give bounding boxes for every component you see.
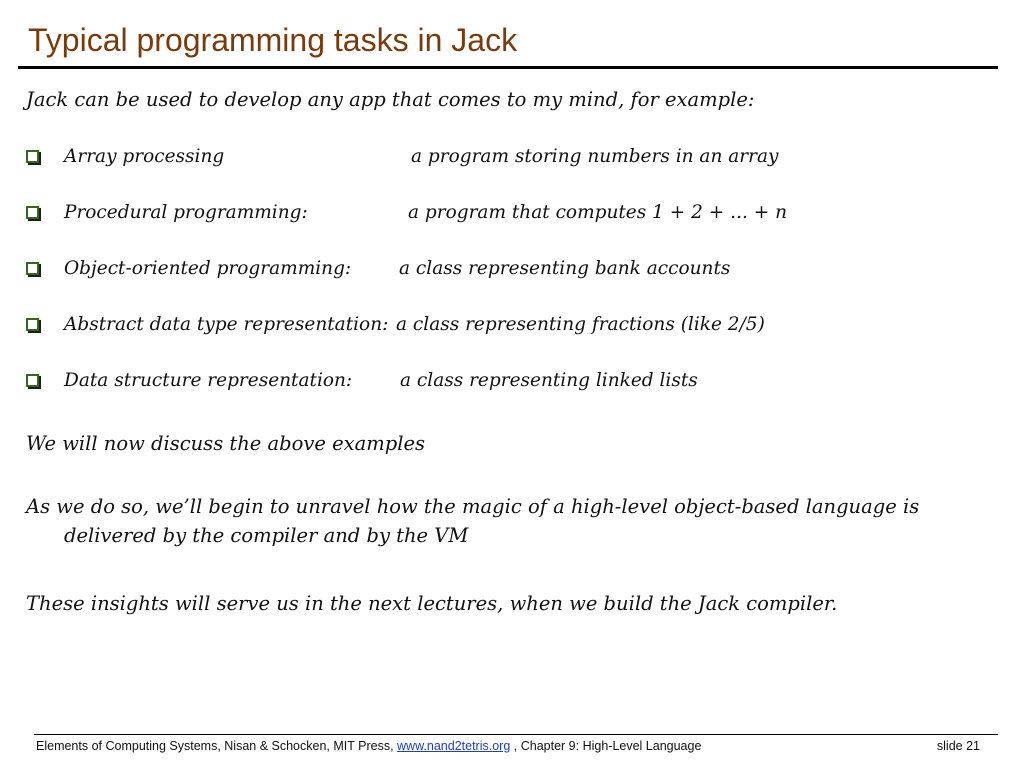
- bullet-description: a class representing bank accounts: [399, 258, 731, 279]
- bullet-item: [26, 370, 1006, 400]
- bullet-item: [26, 258, 1006, 288]
- title-divider: [18, 66, 998, 69]
- footer: [36, 739, 980, 753]
- bullet-label: Abstract data type representation:: [64, 314, 389, 335]
- footer-citation: Elements of Computing Systems, Nisan & Schocken, MIT Press,: [36, 739, 394, 753]
- bullet-label: Object-oriented programming:: [64, 258, 352, 279]
- bullet-item: [26, 146, 1006, 176]
- paragraph-line: delivered by the compiler and by the VM: [64, 524, 469, 547]
- bullet-item: [26, 202, 1006, 232]
- bullet-description: a class representing linked lists: [400, 370, 698, 391]
- slide-number: slide 21: [936, 739, 980, 753]
- footer-divider: [34, 734, 998, 735]
- checkbox-square-icon: [26, 318, 39, 331]
- footer-link[interactable]: www.nand2tetris.org: [397, 739, 511, 753]
- paragraph-line: As we do so, we’ll begin to unravel how the magic of a high-level object-based language is: [26, 495, 920, 518]
- paragraph-insights: These insights will serve us in the next lectures, when we build the Jack compiler.: [26, 592, 838, 615]
- bullet-description: a program storing numbers in an array: [411, 146, 779, 167]
- bullet-label: Procedural programming:: [64, 202, 308, 223]
- bullet-item: [26, 314, 1006, 344]
- checkbox-square-icon: [26, 150, 39, 163]
- slide-title: Typical programming tasks in Jack: [28, 22, 518, 58]
- checkbox-square-icon: [26, 374, 39, 387]
- paragraph-unravel: [26, 495, 919, 547]
- checkbox-square-icon: [26, 262, 39, 275]
- checkbox-square-icon: [26, 206, 39, 219]
- bullet-label: Array processing: [64, 146, 225, 167]
- intro-text: Jack can be used to develop any app that comes to my mind, for example:: [26, 88, 755, 111]
- footer-chapter: , Chapter 9: High-Level Language: [513, 739, 702, 753]
- bullet-description: a program that computes 1 + 2 + ... + n: [408, 202, 788, 223]
- bullet-description: a class representing fractions (like 2/5): [396, 314, 765, 335]
- bullet-label: Data structure representation:: [64, 370, 353, 391]
- paragraph-discuss: We will now discuss the above examples: [26, 432, 426, 455]
